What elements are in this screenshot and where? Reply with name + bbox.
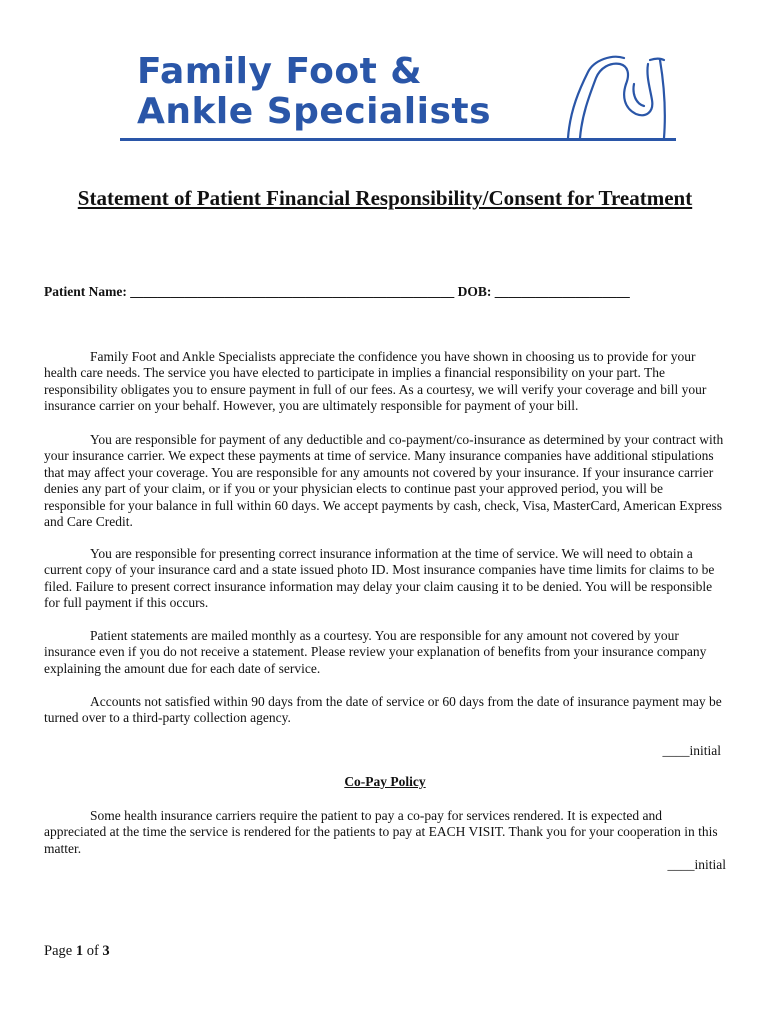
of-word: of	[86, 943, 99, 959]
paragraph-collections: Accounts not satisfied within 90 days from the date of service or 60 days from the date of insurance payment may be turned over to a third-party collection agency.	[44, 694, 722, 726]
page-title: Statement of Patient Financial Responsibility/Consent for Treatment	[77, 186, 693, 210]
foot-ankle-icon	[560, 54, 672, 140]
initial-field-financial: ____initial	[662, 743, 721, 758]
paragraph-deductible: You are responsible for payment of any deductible and co-payment/co-insurance as determined by your contract with your insurance carrier. We expect these payments at time of service. Many insurance companies have additional stipulations that may affect your coverage. You are responsible for any amounts not covered by your insurance. If your insurance carrier denies any part of your claim, or if you or your physician elects to continue past your approved period, you will be responsible for your balance in full within 60 days. We accept payments by cash, check, Visa, MasterCard, American Express and Care Credit.	[44, 432, 724, 530]
page-word: Page	[44, 943, 73, 959]
logo-line-2: Ankle Specialists	[137, 91, 492, 132]
page-total: 3	[102, 943, 110, 959]
paragraph-appreciation: Family Foot and Ankle Specialists appreciate the confidence you have shown in choosing us to provide for your health care needs. The service you have elected to participate in implies a financial responsibility on your part. The responsibility obligates you to ensure payment in full of our fees. As a courtesy, we will verify your coverage and bill your insurance carrier on your behalf. However, you are ultimately responsible for payment of your bill.	[44, 349, 707, 414]
page-number	[44, 943, 110, 960]
paragraph-insurance-info: You are responsible for presenting correct insurance information at the time of service. We will need to obtain a current copy of your insurance card and a state issued photo ID. Most insurance companies have time limits for claims to be filed. Failure to present correct insurance information may delay your claim causing it to be denied. You will be responsible for full payment if this occurs.	[44, 546, 715, 611]
patient-name-dob-line: Patient Name: ________________________________________________ DOB: ____________________	[44, 284, 630, 299]
paragraph-copay: Some health insurance carriers require the patient to pay a co-pay for services rendered. It is expected and appreciated at the time the service is rendered for the patients to pay at EACH VISIT. Thank you for your cooperation in this matter.	[44, 808, 718, 856]
practice-logo	[120, 52, 676, 144]
page-current: 1	[75, 943, 84, 959]
paragraph-statements: Patient statements are mailed monthly as a courtesy. You are responsible for any amount not covered by your insurance even if you do not receive a statement. Please review your explanation of benefits from your insurance company explaining the amount due for each date of service.	[44, 628, 707, 676]
initial-field-copay: ____initial	[667, 857, 726, 872]
logo-underline-rule	[120, 138, 676, 141]
copay-heading: Co-Pay Policy	[344, 774, 426, 789]
logo-line-1: Family Foot &	[137, 51, 423, 92]
